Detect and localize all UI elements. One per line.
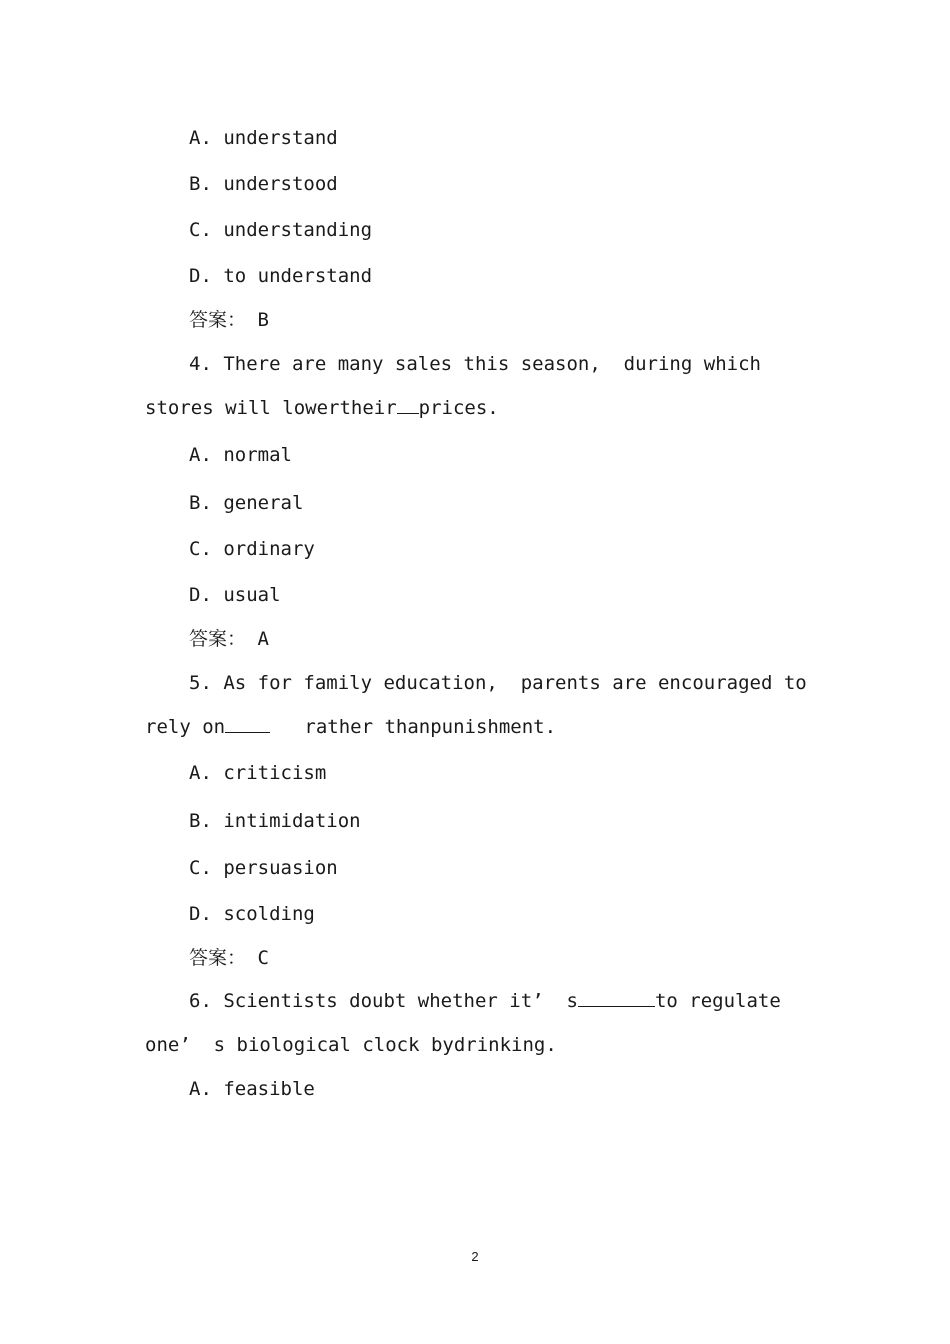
q4-stem-line2 [145, 396, 499, 420]
q5-stem-line1: 5. As for family education, parents are encouraged to [189, 672, 807, 694]
q4-stem-after-blank: prices. [418, 397, 499, 419]
q5-answer: 答案： C [189, 947, 269, 969]
q5-stem-after-blank: rather thanpunishment. [270, 716, 557, 738]
q6-stem-after-blank: to regulate [654, 990, 781, 1012]
q5-option-c: C. persuasion [189, 857, 338, 879]
q6-blank [578, 989, 655, 1007]
q5-stem-before-blank: rely on [145, 716, 226, 738]
q6-option-a: A. feasible [189, 1078, 315, 1100]
q3-answer: 答案： B [189, 309, 269, 331]
q5-stem-line2 [145, 715, 556, 739]
q4-option-d: D. usual [189, 584, 281, 606]
q4-option-c: C. ordinary [189, 538, 315, 560]
q3-option-b: B. understood [189, 173, 338, 195]
q5-option-b: B. intimidation [189, 810, 361, 832]
q5-blank [225, 715, 270, 733]
q4-answer: 答案： A [189, 628, 269, 650]
q4-stem-before-blank: stores will lowertheir [145, 397, 397, 419]
q6-stem-line1 [189, 989, 781, 1013]
q3-option-c: C. understanding [189, 219, 373, 241]
q6-stem-line2: one’ s biological clock bydrinking. [145, 1034, 557, 1056]
q4-blank [397, 396, 419, 414]
q3-option-a: A. understand [189, 127, 338, 149]
page-number: 2 [471, 1249, 479, 1264]
q4-option-b: B. general [189, 492, 304, 514]
q6-stem-before-blank: 6. Scientists doubt whether it’ s [189, 990, 578, 1012]
q5-option-a: A. criticism [189, 762, 327, 784]
q3-option-d: D. to understand [189, 265, 373, 287]
q5-option-d: D. scolding [189, 903, 315, 925]
q4-stem-line1: 4. There are many sales this season, during which [189, 353, 761, 375]
q4-option-a: A. normal [189, 444, 292, 466]
